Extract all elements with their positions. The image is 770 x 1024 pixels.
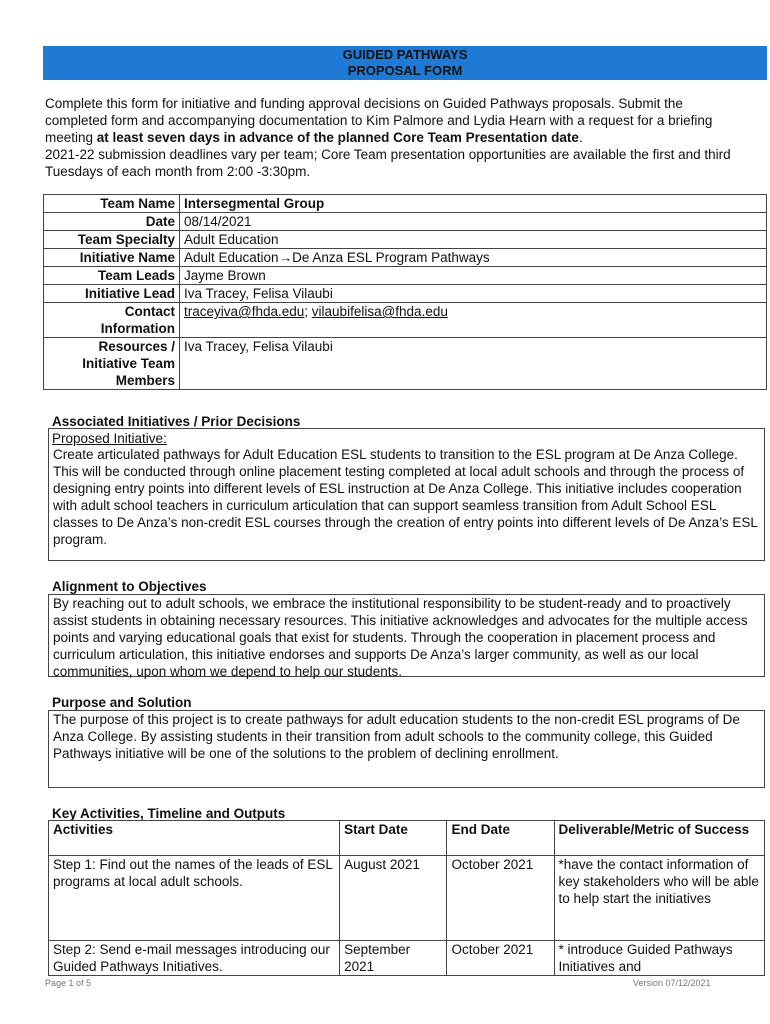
initiative-lead-label: Initiative Lead	[44, 285, 180, 303]
header-deliverable: Deliverable/Metric of Success	[554, 821, 764, 856]
intro-text-a: Complete this form for initiative and funding approval decisions on Guided Pathways proposals. Submit the completed form and accompanying documentation to Kim Palmore and Lydia Hearn with a request for a briefing meeting	[45, 96, 713, 145]
activity-cell: Step 2: Send e-mail messages introducing our Guided Pathways Initiatives.	[49, 941, 340, 976]
intro-instructions	[45, 95, 745, 180]
proposed-initiative-sublabel: Proposed Initiative:	[52, 431, 167, 446]
associated-initiatives-box	[48, 428, 765, 561]
start-date-cell: September 2021	[340, 941, 447, 976]
purpose-title: Purpose and Solution	[52, 695, 192, 710]
intro-text-bold: at least seven days in advance of the planned Core Team Presentation date	[96, 130, 579, 145]
activities-table	[48, 820, 765, 976]
date-label: Date	[44, 213, 180, 231]
intro-deadlines: 2021-22 submission deadlines vary per team; Core Team presentation opportunities are available the first and third Tuesdays of each month from 2:00 -3:30pm.	[45, 147, 731, 179]
resources-value: Iva Tracey, Felisa Vilaubi	[180, 338, 767, 390]
associated-initiatives-text: Create articulated pathways for Adult Education ESL students to transition to the ESL program at De Anza College. This will be conducted through online placement testing completed at local adult schools and through the process of designing entry points into different levels of ESL instruction at De Anza College. This initiative includes cooperation with adult school teachers in curriculum articulation that can support seamless transition from Adult School ESL classes to De Anza’s non-credit ESL courses through the creation of entry points into different levels of De Anza’s ESL program.	[53, 447, 758, 547]
team-leads-value: Jayme Brown	[180, 267, 767, 285]
team-leads-label: Team Leads	[44, 267, 180, 285]
header-start-date: Start Date	[340, 821, 447, 856]
form-title-line2: PROPOSAL FORM	[347, 63, 463, 78]
deliverable-cell: * introduce Guided Pathways Initiatives and	[554, 941, 764, 976]
intro-text-b: .	[578, 130, 583, 145]
team-specialty-label: Team Specialty	[44, 231, 180, 249]
team-name-value: Intersegmental Group	[180, 195, 767, 213]
associated-initiatives-title: Associated Initiatives / Prior Decisions	[52, 414, 301, 429]
date-value: 08/14/2021	[180, 213, 767, 231]
header-end-date: End Date	[447, 821, 554, 856]
team-name-label: Team Name	[44, 195, 180, 213]
initiative-name-label: Initiative Name	[44, 249, 180, 267]
initiative-name-value: Adult Education→De Anza ESL Program Pathways	[180, 249, 767, 267]
alignment-title: Alignment to Objectives	[52, 579, 207, 594]
initiative-lead-value: Iva Tracey, Felisa Vilaubi	[180, 285, 767, 303]
activities-title: Key Activities, Timeline and Outputs	[52, 806, 286, 821]
purpose-text: The purpose of this project is to create pathways for adult education students to the non-credit ESL programs of De Anza College. By assisting students in their transition from adult schools to the community college, this Guided Pathways initiative will be one of the solutions to the problem of declining enrollment.	[53, 712, 740, 761]
email-link-tracey[interactable]: traceyiva@fhda.edu	[184, 304, 305, 319]
form-header-banner	[43, 46, 767, 80]
end-date-cell: October 2021	[447, 941, 554, 976]
activities-header-row	[49, 821, 765, 856]
email-separator: ;	[304, 304, 312, 319]
deliverable-cell: *have the contact information of key stakeholders who will be able to help start the initiatives	[554, 856, 764, 941]
table-row	[49, 941, 765, 976]
resources-label: Resources / Initiative Team Members	[44, 338, 180, 390]
team-info-table	[43, 194, 767, 390]
header-activities: Activities	[49, 821, 340, 856]
version-label: Version 07/12/2021	[633, 978, 711, 988]
alignment-text: By reaching out to adult schools, we embrace the institutional responsibility to be student-ready and to proactively assist students in obtaining necessary resources. This initiative acknowledges and advocates for the multiple access points and varying educational goals that exist for students. Through the cooperation in placement process and curriculum articulation, this initiative endorses and supports De Anza’s larger community, as well as our local communities, upon whom we depend to help our students.	[53, 596, 748, 679]
team-specialty-value: Adult Education	[180, 231, 767, 249]
page-number: Page 1 of 5	[45, 978, 92, 988]
end-date-cell: October 2021	[447, 856, 554, 941]
contact-value	[180, 303, 767, 338]
email-link-vilaubi[interactable]: vilaubifelisa@fhda.edu	[311, 304, 448, 319]
activity-cell: Step 1: Find out the names of the leads of ESL programs at local adult schools.	[49, 856, 340, 941]
purpose-box	[48, 710, 765, 788]
form-title-line1: GUIDED PATHWAYS	[342, 47, 468, 62]
table-row	[49, 856, 765, 941]
start-date-cell: August 2021	[340, 856, 447, 941]
contact-label: Contact Information	[44, 303, 180, 338]
alignment-box	[48, 594, 765, 677]
